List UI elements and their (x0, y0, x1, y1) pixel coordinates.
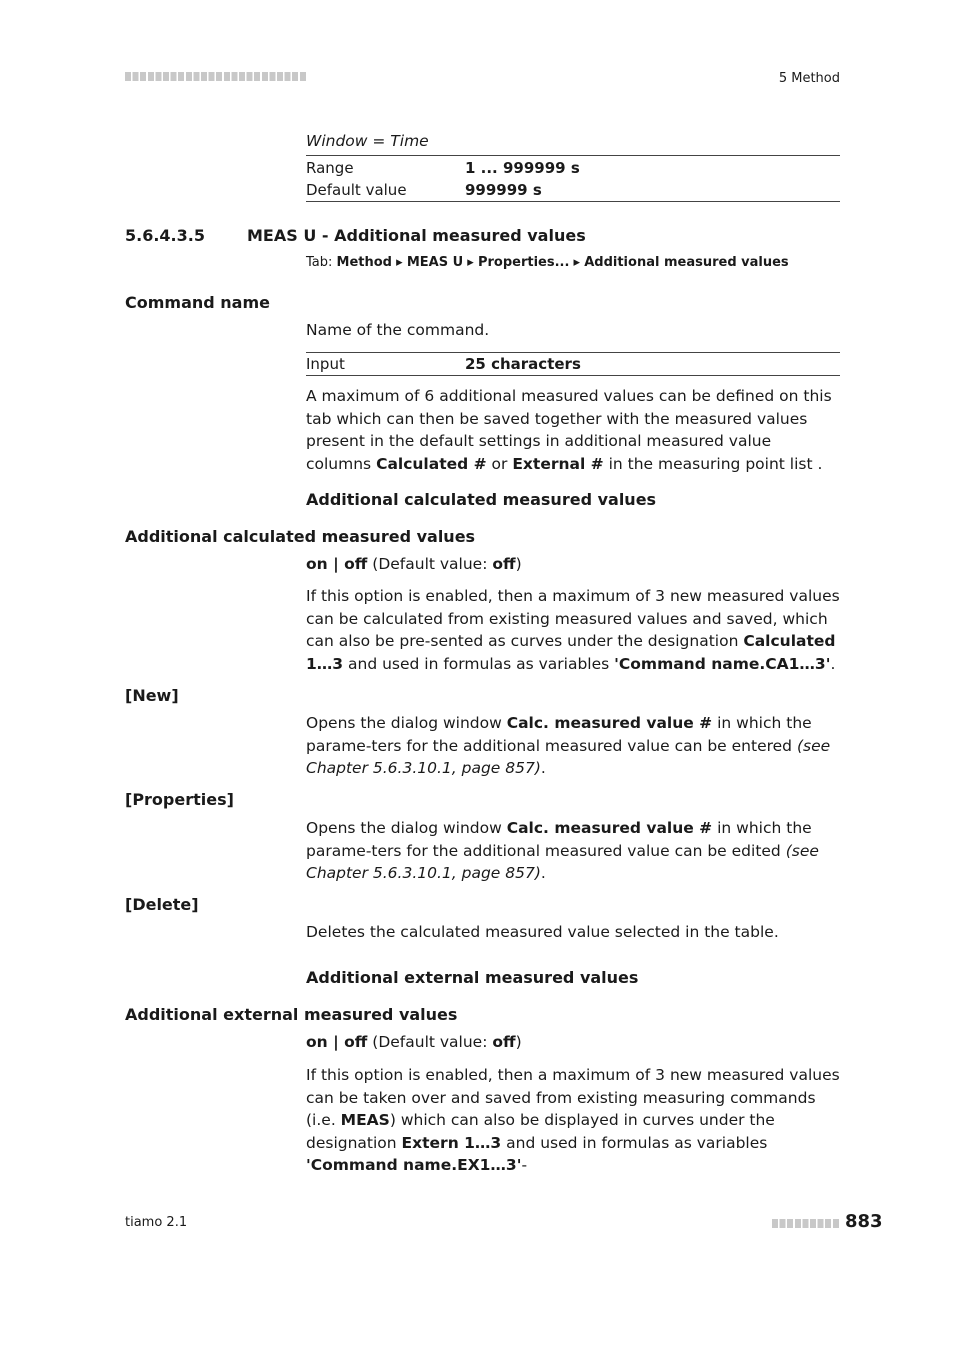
body-text: If this option is enabled, then a maximum of 3 new measured values can be calculated from existing measured values and saved, which can also be pre-sented as curves under the designation (306, 587, 840, 650)
body-text: Opens the dialog window (306, 714, 507, 732)
delete-button-description: Deletes the calculated measured value selected in the table. (306, 923, 779, 941)
section-title: MEAS U - Additional measured values (247, 226, 586, 245)
new-button-description (306, 712, 840, 780)
input-rule-bottom (306, 375, 840, 376)
properties-button-label: [Properties] (125, 790, 234, 809)
calc-option-values (306, 553, 840, 576)
body-bold: External # (512, 454, 604, 473)
tab-crumb: Properties... (477, 255, 570, 270)
section-number: 5.6.4.3.5 (125, 226, 205, 245)
body-text: in which the parame-ters for the additional measured value can be edited (306, 819, 812, 860)
row-value: 999999 s (465, 181, 542, 199)
body-text: . (540, 759, 546, 777)
calc-body (306, 585, 840, 675)
body-bold: Calculated # (376, 454, 487, 473)
properties-button-description (306, 817, 840, 885)
body-text: A maximum of 6 additional measured values can be defined on this tab which can then be saved together with the measured values present in the default settings in additional measured value columns (306, 387, 832, 473)
table-rule-top (306, 155, 840, 156)
table-row-default (306, 179, 840, 201)
body-text: in the measuring point list . (603, 454, 823, 473)
row-key: Default value (306, 181, 407, 199)
command-name-label: Command name (125, 293, 270, 312)
option-default: off (492, 555, 516, 573)
body-text: in which the parame-ters for the additional measured value can be entered (306, 714, 812, 755)
body-text: or (486, 454, 513, 473)
tab-crumb: Method (336, 255, 392, 270)
triangle-icon: ▸ (467, 255, 474, 270)
header-decoration-dots (125, 72, 307, 81)
tab-crumb: MEAS U (406, 255, 464, 270)
body-text: and used in formulas as variables (343, 654, 615, 673)
option-default-prefix: (Default value: (367, 1033, 493, 1051)
ext-option-values (306, 1031, 840, 1054)
window-caption: Window = Time (306, 132, 429, 150)
footer-decoration-dots (772, 1219, 840, 1228)
table-row-range (306, 157, 840, 179)
row-value: 1 ... 999999 s (465, 159, 580, 177)
body-text: Opens the dialog window (306, 819, 507, 837)
chapter-header: 5 Method (778, 71, 840, 86)
new-button-label: [New] (125, 686, 179, 705)
option-values: on | off (306, 555, 368, 573)
triangle-icon: ▸ (396, 255, 403, 270)
option-close: ) (515, 555, 522, 573)
body-text: If this option is enabled, then a maximum of 3 new measured values can be taken over and saved from existing measuring commands (i.e. (306, 1066, 840, 1129)
body-bold: Calc. measured value # (506, 819, 713, 837)
calc-subheading: Additional calculated measured values (306, 490, 657, 509)
command-name-description: Name of the command. (306, 321, 490, 339)
tab-breadcrumb (306, 255, 789, 270)
chapter-reference-link[interactable]: (see Chapter 5.6.3.10.1, page 857) (306, 736, 831, 777)
body-bold: Calc. measured value # (506, 714, 713, 732)
command-name-body (306, 385, 840, 475)
triangle-icon: ▸ (573, 255, 581, 270)
body-bold: 'Command name.CA1…3' (614, 654, 831, 673)
input-value: 25 characters (465, 355, 581, 373)
product-footer: tiamo 2.1 (125, 1215, 188, 1230)
body-bold: Calculated 1…3 (306, 632, 836, 673)
body-text: and used in formulas as variables (501, 1133, 768, 1152)
body-bold: 'Command name.EX1…3' (306, 1156, 522, 1174)
option-values: on | off (306, 1033, 368, 1051)
tab-crumb: Additional measured values (584, 255, 789, 270)
table-rule-bottom (306, 201, 840, 202)
body-bold: MEAS (340, 1111, 390, 1129)
body-text: ) which can also be displayed in curves under the designation (306, 1111, 775, 1152)
body-text: - (521, 1156, 528, 1174)
ext-subheading: Additional external measured values (306, 968, 639, 987)
body-bold: Extern 1…3 (401, 1133, 502, 1152)
page-number: 883 (845, 1211, 883, 1232)
ext-body (306, 1064, 840, 1177)
option-close: ) (515, 1033, 522, 1051)
calc-label: Additional calculated measured values (125, 527, 476, 546)
input-row (306, 353, 840, 375)
option-default-prefix: (Default value: (367, 555, 493, 573)
row-key: Range (306, 159, 354, 177)
input-key: Input (306, 355, 345, 373)
option-default: off (492, 1033, 516, 1051)
ext-label: Additional external measured values (125, 1005, 458, 1024)
body-text: . (540, 864, 546, 882)
tab-prefix: Tab: (306, 255, 333, 270)
chapter-reference-link[interactable]: (see Chapter 5.6.3.10.1, page 857) (306, 841, 819, 882)
body-text: . (830, 654, 836, 673)
delete-button-label: [Delete] (125, 895, 199, 914)
